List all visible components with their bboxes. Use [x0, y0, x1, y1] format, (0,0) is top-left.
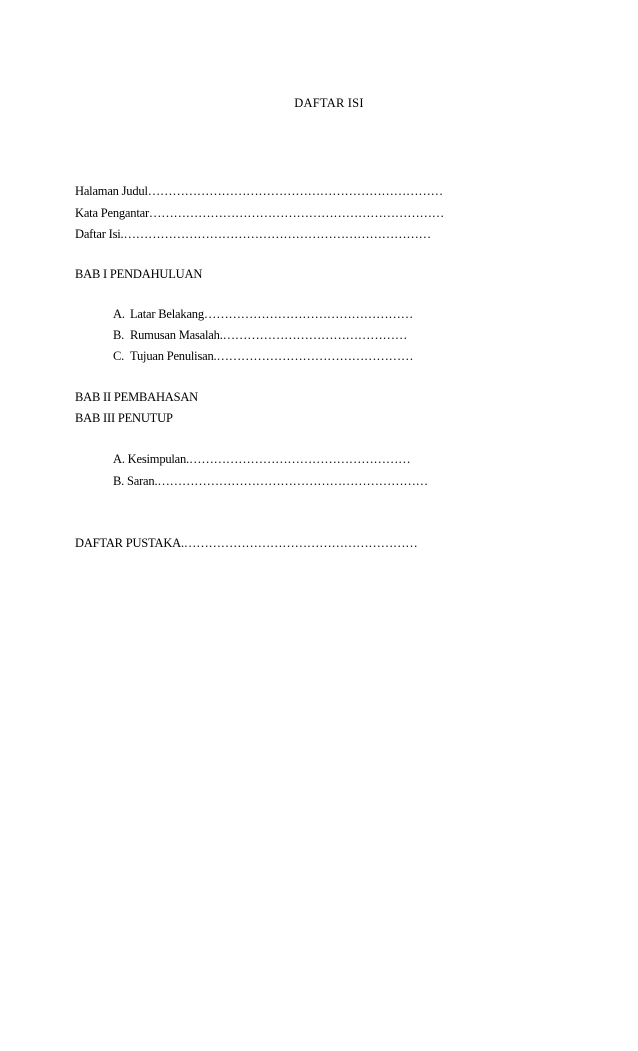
toc-entry-label: A. Kesimpulan. [113, 452, 190, 466]
toc-entry-label: Latar Belakang [130, 307, 204, 321]
toc-leader-dots: ……………………………………………………………… [148, 206, 445, 220]
toc-leader-dots: …………………………………………… [203, 307, 414, 321]
toc-entry-halaman-judul [75, 183, 443, 199]
toc-leader-dots: ………………………………………………… [183, 536, 418, 550]
toc-entry-label: B. Saran. [113, 474, 158, 488]
toc-entry-saran [113, 473, 428, 489]
toc-entry-daftar-isi [75, 226, 431, 242]
toc-entry-letter: C. [113, 349, 125, 363]
toc-leader-dots: ……………………………………………… [189, 452, 411, 466]
toc-leader-dots: ……………………………………… [222, 328, 408, 342]
toc-leader-dots: ……………………………………………………………… [147, 184, 443, 198]
toc-entry-rumusan-masalah [113, 327, 407, 343]
toc-chapter-bab-3 [75, 410, 173, 426]
toc-entry-label: Tujuan Penulisan. [130, 349, 217, 363]
toc-entry-daftar-pustaka [75, 535, 418, 551]
toc-entry-letter: B. [113, 328, 125, 342]
toc-leader-dots: ………………………………………………………………… [123, 227, 431, 241]
toc-entry-label: DAFTAR PUSTAKA. [75, 536, 184, 550]
toc-leader-dots: ………………………………………… [216, 349, 414, 363]
toc-leader-dots: ………………………………………………………… [157, 474, 428, 488]
toc-entry-kesimpulan [113, 451, 410, 467]
toc-chapter-bab-1 [75, 266, 202, 282]
toc-entry-label: Rumusan Masalah. [130, 328, 223, 342]
toc-entry-label: Kata Pengantar [75, 206, 149, 220]
toc-entry-tujuan-penulisan [113, 348, 413, 364]
toc-entry-letter: A. [113, 307, 125, 321]
toc-chapter-label: BAB III PENUTUP [75, 411, 173, 425]
toc-entry-kata-pengantar [75, 205, 444, 221]
toc-entry-latar-belakang [113, 306, 413, 322]
page-title: DAFTAR ISI [294, 96, 364, 110]
toc-chapter-label: BAB II PEMBAHASAN [75, 390, 199, 404]
toc-entry-label: Halaman Judul [75, 184, 148, 198]
toc-entry-label: Daftar Isi. [75, 227, 124, 241]
toc-chapter-bab-2 [75, 389, 198, 405]
toc-chapter-label: BAB I PENDAHULUAN [75, 267, 203, 281]
